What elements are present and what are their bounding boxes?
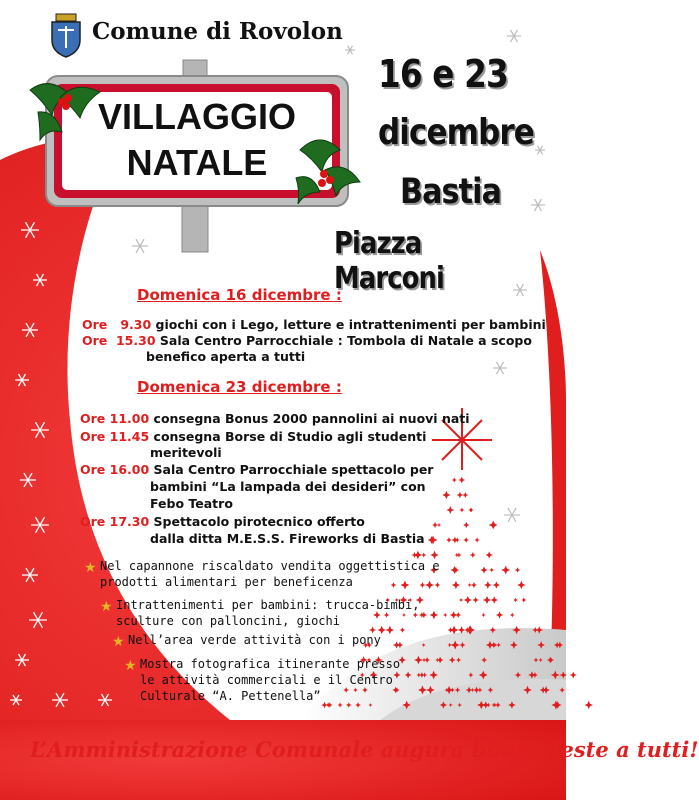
coat-of-arms-icon — [48, 12, 84, 58]
day1-heading: Domenica 16 dicembre : — [137, 286, 342, 304]
event-dates: 16 e 23 — [378, 52, 508, 96]
schedule-line — [82, 333, 532, 348]
schedule-continuation: dalla ditta M.E.S.S. Fireworks di Bastia — [150, 531, 425, 546]
extra-item: Nell’area verde attività con i pony — [128, 633, 381, 647]
schedule-text: giochi con i Lego, letture e intrattenimenti per bambini — [155, 317, 546, 332]
schedule-line — [80, 411, 470, 426]
star-bullet-icon: ★ — [112, 634, 125, 650]
schedule-continuation: bambini “La lampada dei desideri” con — [150, 479, 426, 494]
schedule-time: Ore 9.30 — [82, 317, 152, 332]
schedule-time: Ore 11.00 — [80, 411, 150, 426]
schedule-text: Sala Centro Parrocchiale spettacolo per — [153, 462, 434, 477]
schedule-continuation: Febo Teatro — [150, 496, 233, 511]
event-square: Piazza Marconi — [334, 226, 445, 296]
extra-item-cont: sculture con palloncini, giochi — [116, 614, 340, 628]
event-place: Bastia — [400, 172, 502, 212]
extra-item: Intrattenimenti per bambini: trucca-bimbi, — [116, 598, 420, 612]
schedule-time: Ore 17.30 — [80, 514, 150, 529]
schedule-time: Ore 15.30 — [82, 333, 156, 348]
star-bullet-icon: ★ — [84, 560, 97, 576]
schedule-line — [80, 429, 426, 444]
extra-item-cont: prodotti alimentari per beneficenza — [100, 575, 353, 589]
schedule-text: Spettacolo pirotecnico offerto — [153, 514, 365, 529]
schedule-time: Ore 11.45 — [80, 429, 150, 444]
footer-greeting: L’Amministrazione Comunale augura buone feste a tutti! — [30, 737, 699, 762]
schedule-continuation: benefico aperta a tutti — [146, 349, 306, 364]
tree-star-icon — [585, 701, 593, 709]
schedule-text: consegna Bonus 2000 pannolini ai nuovi nati — [153, 411, 470, 426]
schedule-text: Sala Centro Parrocchiale : Tombola di Natale a scopo — [159, 333, 532, 348]
tree-star-icon — [570, 671, 577, 678]
sign-title-line1: VILLAGGIO — [98, 96, 296, 137]
municipality-name: Comune di Rovolon — [92, 18, 343, 45]
schedule-time: Ore 16.00 — [80, 462, 150, 477]
extra-item-cont: Culturale “A. Pettenella” — [140, 689, 321, 703]
schedule-line — [80, 514, 365, 529]
schedule-line — [82, 317, 546, 332]
extra-item-cont: le attività commerciali e il Centro — [140, 673, 393, 687]
schedule-text: consegna Borse di Studio agli studenti — [153, 429, 427, 444]
sign-title-line2: NATALE — [126, 142, 268, 183]
schedule-line — [80, 462, 433, 477]
extra-item: Mostra fotografica itinerante presso — [140, 657, 401, 671]
event-month: dicembre — [378, 112, 534, 153]
day2-heading: Domenica 23 dicembre : — [137, 378, 342, 396]
star-bullet-icon: ★ — [100, 599, 113, 615]
extra-item: Nel capannone riscaldato vendita oggettistica e — [100, 559, 440, 573]
schedule-continuation: meritevoli — [150, 445, 222, 460]
star-bullet-icon: ★ — [124, 658, 137, 674]
